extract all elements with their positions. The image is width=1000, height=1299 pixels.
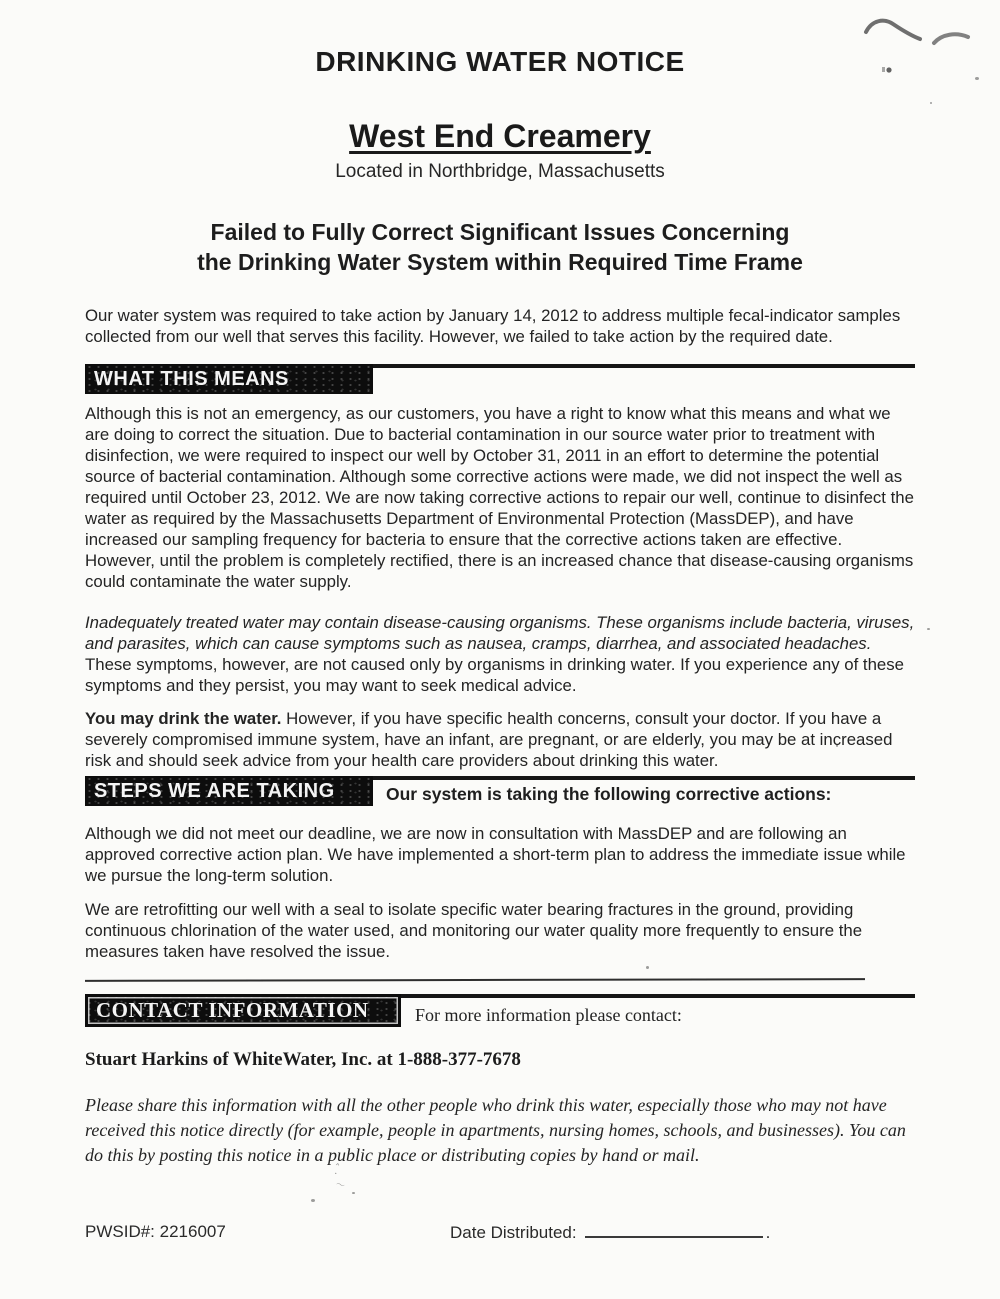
- divider-rule: [85, 978, 865, 982]
- scan-speck: [836, 744, 838, 747]
- violation-heading-line2: the Drinking Water System within Required Time Frame: [197, 249, 803, 275]
- page-title: DRINKING WATER NOTICE: [315, 46, 685, 77]
- contact-information-label: CONTACT INFORMATION: [85, 994, 401, 1027]
- date-distributed: [450, 1222, 770, 1243]
- ink-smudge: ～: [334, 1180, 346, 1192]
- steps-subheader: Our system is taking the following corrective actions:: [386, 784, 832, 804]
- symptoms-rest-text: These symptoms, however, are not caused only by organisms in drinking water. If you experience any of these symptoms and they persist, you may want to seek medical advice.: [85, 655, 904, 695]
- what-this-means-label: WHAT THIS MEANS: [85, 364, 373, 394]
- system-name: [85, 78, 915, 155]
- drink-advice-paragraph: [85, 696, 915, 771]
- scan-speck: [930, 102, 932, 104]
- system-name-text: West End Creamery: [349, 118, 651, 154]
- pwsid-value: 2216007: [159, 1222, 226, 1241]
- section-header-steps-we-are-taking: [85, 776, 915, 806]
- pen-scribble-icon: [858, 10, 988, 80]
- section-header-what-this-means: [85, 364, 915, 394]
- scan-speck: [975, 77, 979, 80]
- intro-paragraph: Our water system was required to take action by January 14, 2012 to address multiple fecal-indicator samples collected from our well that serves this facility. However, we failed to take action by the required date.: [85, 306, 901, 346]
- section-rule: [373, 776, 915, 805]
- drink-rest-text: However, if you have specific health concerns, consult your doctor. If you have a severely compromised immune system, have an infant, are pregnant, or are elderly, you may be at increased risk and should seek advice from your health care providers about drinking this water.: [85, 709, 893, 770]
- scan-speck: [311, 1199, 315, 1202]
- date-period: .: [765, 1223, 771, 1242]
- system-location: Located in Northbridge, Massachusetts: [335, 161, 665, 182]
- scan-speck: [927, 628, 930, 630]
- footer: [85, 1222, 915, 1242]
- pwsid-label: PWSID#:: [85, 1222, 155, 1241]
- scan-speck: [352, 1192, 355, 1194]
- what-this-means-paragraph: Although this is not an emergency, as our customers, you have a right to know what this means and what we are doing to correct the situation. Due to bacterial contamination in our source water prior to treatment with disinfection, we were required to inspect our well by October 31, 2011 in an effort to determine the potential source of bacterial contamination. Although some corrective actions were made, we did not inspect the well as required until October 23, 2012. We are now taking corrective actions to repair our well, continue to disinfect the water as required by the Massachusetts Department of Environmental Protection (MassDEP), and have increased our sampling frequency for bacteria to ensure that the corrective actions taken are effective. However, until the problem is completely rectified, there is an increased chance that disease-causing organisms could contaminate the water supply.: [85, 404, 914, 591]
- steps-paragraph-1: Although we did not meet our deadline, we are now in consultation with MassDEP and are following an approved corrective action plan. We have implemented a short-term plan to address the immediate issue while we pursue the long-term solution.: [85, 824, 906, 885]
- drink-bold-text: You may drink the water.: [85, 709, 282, 728]
- violation-heading-line1: Failed to Fully Correct Significant Issues Concerning: [210, 219, 790, 245]
- contact-person-line: Stuart Harkins of WhiteWater, Inc. at 1-888-377-7678: [85, 1049, 521, 1070]
- date-distributed-label: Date Distributed:: [450, 1223, 577, 1242]
- section-rule: [401, 994, 915, 1026]
- violation-heading: [85, 183, 915, 277]
- share-note-paragraph: Please share this information with all the other people who drink this water, especially those who may not have received this notice directly (for example, people in apartments, nursing homes, schools, and businesses). You can do this by posting this notice in a public place or distributing copies by hand or mail.: [85, 1095, 906, 1165]
- date-fill-in-line: [585, 1222, 763, 1238]
- ink-smudge: ˆ̣: [332, 1161, 341, 1176]
- scan-speck: [646, 966, 649, 969]
- symptoms-paragraph: [85, 592, 915, 696]
- steps-paragraph-2: We are retrofitting our well with a seal to isolate specific water bearing fractures in the ground, providing continuous chlorination of the water used, and monitoring our water quality more frequently to ensure the measures taken have resolved the issue.: [85, 900, 863, 961]
- scan-speck: [576, 175, 579, 178]
- section-rule: [373, 364, 915, 369]
- symptoms-italic-text: Inadequately treated water may contain disease-causing organisms. These organisms include bacteria, viruses, and parasites, which can cause symptoms such as nausea, cramps, diarrhea, and associated headaches.: [85, 613, 915, 653]
- pwsid: [85, 1222, 226, 1241]
- section-header-contact-information: [85, 994, 915, 1027]
- contact-subheader: For more information please contact:: [415, 1005, 682, 1025]
- steps-we-are-taking-label: STEPS WE ARE TAKING: [85, 776, 373, 806]
